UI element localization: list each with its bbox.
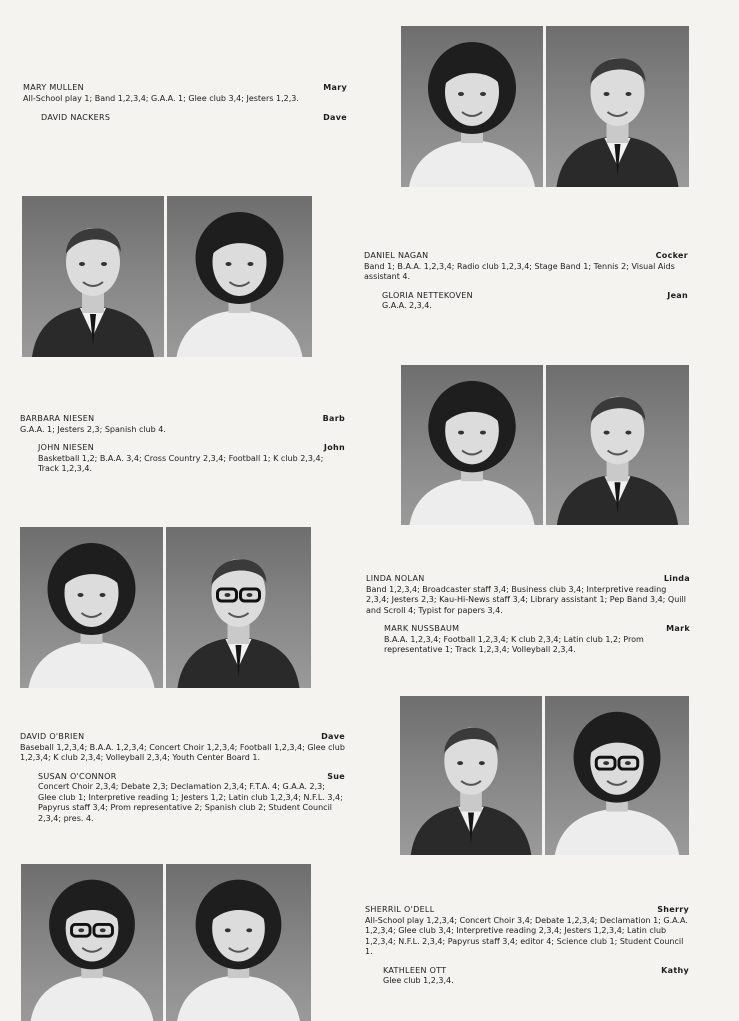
eye-shape <box>603 761 609 765</box>
portrait-sherril-odell <box>21 864 163 1021</box>
eye-shape <box>225 928 231 932</box>
entry-gloria-nettekoven <box>364 291 688 312</box>
portrait-john-niesen <box>546 365 689 525</box>
entry-barbara-niesen <box>20 414 345 435</box>
student-name: SUSAN O'CONNOR <box>38 771 117 781</box>
entry-group-niesen <box>20 414 345 475</box>
student-name: LINDA NOLAN <box>366 574 425 583</box>
portrait-susan-oconnor <box>545 696 689 855</box>
entry-sherril-odell <box>365 905 689 958</box>
portrait-kathleen-ott <box>166 864 311 1021</box>
student-activities: Band 1,2,3,4; Broadcaster staff 3,4; Business club 3,4; Interpretive reading 2,3,4; Jesters 2,3; Kau-Hi-News staff 3,4; Library assistant 1; Pep Band 3,4; Quill and Scroll 4; Typist for papers 3,4. <box>366 584 686 615</box>
student-name: JOHN NIESEN <box>38 443 95 452</box>
student-activities: Baseball 1,2,3,4; B.A.A. 1,2,3,4; Concert Choir 1,2,3,4; Football 1,2,3,4; Glee club 1,2,3,4; K club 2,3,4; Volleyball 2,3,4; Youth Center Board 1. <box>20 742 345 762</box>
eye-shape <box>247 593 253 597</box>
eye-shape <box>480 92 486 96</box>
blouse-shape <box>555 809 679 855</box>
student-activities: Basketball 1,2; B.A.A. 3,4; Cross Country 2,3,4; Football 1; K club 2,3,4; Track 1,2,3,4. <box>38 453 324 473</box>
entry-linda-nolan <box>366 574 690 616</box>
student-activities: B.A.A. 1,2,3,4; Football 1,2,3,4; K club 2,3,4; Latin club 1,2; Prom representative 1; Track 1,2,3,4; Volleyball 2,3,4. <box>384 634 644 654</box>
student-nickname: Mary <box>323 83 347 92</box>
student-activities: All-School play 1,2,3,4; Concert Choir 3,4; Debate 1,2,3,4; Declamation 1; G.A.A. 1,2,3,4; Glee club 3,4; Interpretive reading 2,3,4; Jesters 1,2,3,4; Latin club 1,2,3,4; N.F.L. 2,3,4; Papyrus staff 3,4; editor 4; Science club 1; Student Council 1. <box>365 915 688 956</box>
eye-shape <box>101 262 107 266</box>
blouse-shape <box>177 975 300 1021</box>
eye-shape <box>225 593 231 597</box>
portrait-david-obrien <box>400 696 542 855</box>
student-activities: G.A.A. 2,3,4. <box>382 301 432 310</box>
student-activities: G.A.A. 1; Jesters 2,3; Spanish club 4. <box>20 424 166 434</box>
portrait-mark-nussbaum <box>166 527 311 688</box>
student-nickname: Cocker <box>655 251 688 260</box>
entry-john-niesen <box>20 443 345 475</box>
eye-shape <box>625 431 631 435</box>
eye-shape <box>625 761 631 765</box>
blouse-shape <box>177 310 303 357</box>
student-nickname: Jean <box>667 290 688 300</box>
student-activities: All-School play 1; Band 1,2,3,4; G.A.A. 1; Glee club 3,4; Jesters 1,2,3. <box>23 93 299 103</box>
portrait-linda-nolan <box>20 527 163 688</box>
student-nickname: Linda <box>663 574 690 583</box>
student-activities: Band 1; B.A.A. 1,2,3,4; Radio club 1,2,3,4; Stage Band 1; Tennis 2; Visual Aids assistant 4. <box>364 261 675 281</box>
entry-group-nolan-nussbaum <box>366 574 690 656</box>
eye-shape <box>100 593 106 597</box>
entry-mary-mullen <box>23 83 347 104</box>
entry-group-nagan-nettekoven <box>364 251 688 312</box>
student-name: GLORIA NETTEKOVEN <box>382 290 473 300</box>
eye-shape <box>457 761 463 765</box>
blouse-shape <box>409 140 535 187</box>
entry-kathleen-ott <box>365 966 689 987</box>
blouse-shape <box>29 641 155 688</box>
portrait-barbara-niesen <box>401 365 543 525</box>
student-nickname: Sherry <box>657 905 689 914</box>
student-nickname: Mark <box>666 624 690 633</box>
entry-susan-oconnor <box>20 772 345 825</box>
student-name: SHERRIL O'DELL <box>365 905 435 914</box>
entry-mark-nussbaum <box>366 624 690 656</box>
eye-shape <box>604 431 610 435</box>
portrait-daniel-nagan <box>22 196 164 357</box>
eye-shape <box>246 928 252 932</box>
student-nickname: Barb <box>322 414 345 423</box>
student-nickname: Kathy <box>661 965 689 975</box>
entry-daniel-nagan <box>364 251 688 283</box>
student-activities: Concert Choir 2,3,4; Debate 2,3; Declamation 2,3,4; F.T.A. 4; G.A.A. 2,3; Glee club 1; Interpretive reading 1; Jesters 1,2; Latin club 1,2,3,4; N.F.L. 3,4; Papyrus staff 3,4; Prom representative 2; Spanish club 2; Student Council 2,3,4; pres. 4. <box>38 782 343 823</box>
entry-group-mullen-nackers <box>23 83 347 124</box>
eye-shape <box>479 761 485 765</box>
entry-david-obrien <box>20 732 345 764</box>
eye-shape <box>458 431 464 435</box>
student-nickname: John <box>323 443 345 452</box>
eye-shape <box>78 928 84 932</box>
eye-shape <box>458 92 464 96</box>
entry-group-obrien-oconnor <box>20 732 345 824</box>
entry-group-odell-ott <box>365 905 689 987</box>
student-name: DANIEL NAGAN <box>364 251 429 260</box>
blouse-shape <box>31 975 154 1021</box>
student-activities: Glee club 1,2,3,4. <box>383 976 454 985</box>
portrait-david-nackers <box>546 26 689 187</box>
blouse-shape <box>409 478 534 525</box>
student-nickname: Sue <box>327 771 345 781</box>
student-name: KATHLEEN OTT <box>383 965 447 975</box>
portrait-gloria-nettekoven <box>167 196 312 357</box>
eye-shape <box>78 593 84 597</box>
student-name: MARY MULLEN <box>23 83 84 92</box>
eye-shape <box>226 262 232 266</box>
student-name: DAVID NACKERS <box>41 113 111 122</box>
student-name: DAVID O'BRIEN <box>20 732 85 741</box>
student-name: BARBARA NIESEN <box>20 414 95 423</box>
eye-shape <box>604 92 610 96</box>
eye-shape <box>480 431 486 435</box>
eye-shape <box>79 262 85 266</box>
student-nickname: Dave <box>323 113 347 122</box>
portrait-mary-mullen <box>401 26 543 187</box>
student-nickname: Dave <box>321 732 345 741</box>
entry-david-nackers <box>23 113 347 124</box>
eye-shape <box>248 262 254 266</box>
eye-shape <box>626 92 632 96</box>
student-name: MARK NUSSBAUM <box>384 624 460 633</box>
eye-shape <box>100 928 106 932</box>
